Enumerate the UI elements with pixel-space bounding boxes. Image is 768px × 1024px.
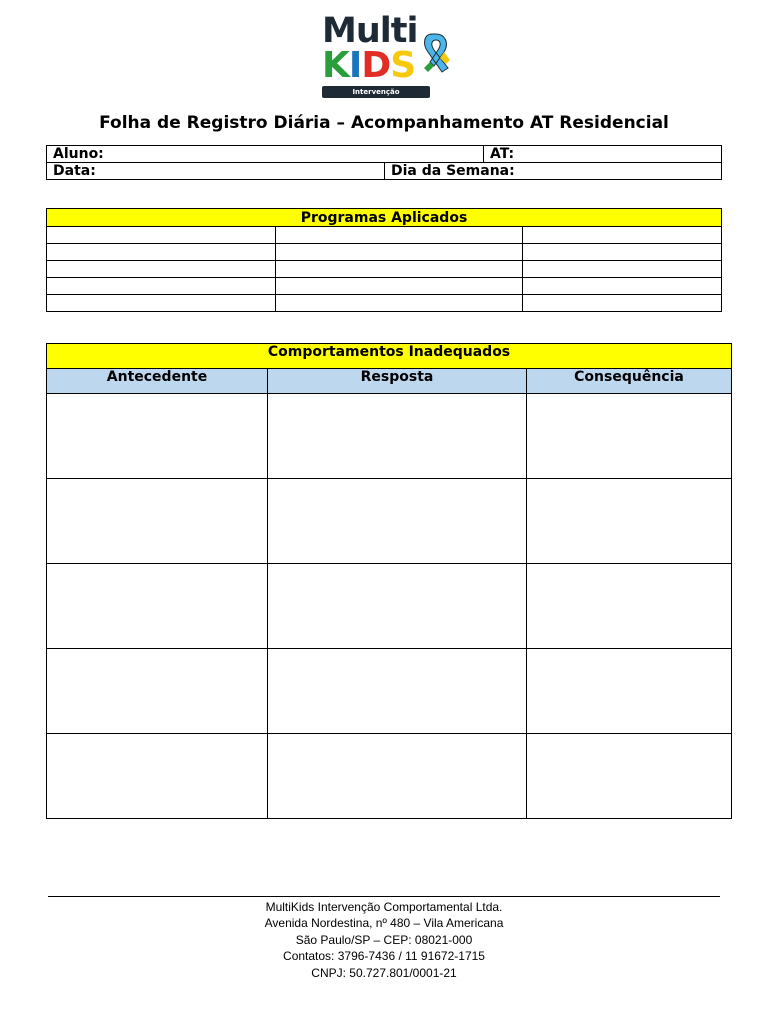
logo-letter-k: K	[322, 45, 349, 86]
column-header-antecedente: Antecedente	[47, 369, 268, 394]
column-header-resposta: Resposta	[268, 369, 527, 394]
table-row	[47, 227, 722, 244]
table-cell[interactable]	[527, 394, 732, 479]
table-cell[interactable]	[47, 261, 276, 278]
footer-contacts: Contatos: 3796-7436 / 11 91672-1715	[283, 949, 485, 964]
table-row	[47, 479, 732, 564]
table-cell[interactable]	[47, 479, 268, 564]
table-cell[interactable]	[47, 244, 276, 261]
table-cell[interactable]	[276, 244, 523, 261]
footer	[0, 899, 768, 981]
logo-wordmark-multi: Multi	[322, 11, 418, 51]
table-cell[interactable]	[47, 564, 268, 649]
footer-address: Avenida Nordestina, nº 480 – Vila Americana	[264, 916, 504, 931]
data-field[interactable]: Data:	[47, 163, 385, 180]
table-cell[interactable]	[47, 227, 276, 244]
table-cell[interactable]	[276, 227, 523, 244]
table-cell[interactable]	[523, 261, 722, 278]
logo-wordmark-kids	[322, 45, 416, 86]
logo-tagline: Intervenção Comportamental	[322, 86, 430, 98]
logo-letter-i: I	[348, 45, 362, 86]
awareness-ribbon-icon	[420, 30, 454, 74]
footer-cnpj: CNPJ: 50.727.801/0001-21	[311, 965, 457, 980]
table-cell[interactable]	[527, 564, 732, 649]
table-row	[47, 564, 732, 649]
column-header-consequencia: Consequência	[527, 369, 732, 394]
table-cell[interactable]	[47, 394, 268, 479]
table-cell[interactable]	[523, 295, 722, 312]
dia-semana-field[interactable]: Dia da Semana:	[385, 163, 722, 180]
table-cell[interactable]	[276, 261, 523, 278]
page-title: Folha de Registro Diária – Acompanhamento AT Residencial	[99, 113, 669, 133]
table-cell[interactable]	[47, 649, 268, 734]
comportamentos-table	[46, 343, 732, 819]
table-row	[47, 394, 732, 479]
comportamentos-header: Comportamentos Inadequados	[47, 344, 732, 369]
footer-divider	[48, 896, 720, 897]
table-row	[47, 278, 722, 295]
table-cell[interactable]	[268, 479, 527, 564]
student-info-table	[46, 145, 722, 180]
footer-company: MultiKids Intervenção Comportamental Ltda.	[265, 900, 503, 914]
table-cell[interactable]	[527, 649, 732, 734]
logo-letter-s: S	[390, 45, 416, 86]
at-field[interactable]: AT:	[484, 146, 722, 163]
table-cell[interactable]	[276, 278, 523, 295]
table-cell[interactable]	[268, 564, 527, 649]
table-cell[interactable]	[523, 278, 722, 295]
table-row	[47, 734, 732, 819]
aluno-field[interactable]: Aluno:	[47, 146, 484, 163]
table-cell[interactable]	[527, 734, 732, 819]
table-cell[interactable]	[276, 295, 523, 312]
table-cell[interactable]	[527, 479, 732, 564]
table-row	[47, 295, 722, 312]
table-cell[interactable]	[523, 244, 722, 261]
footer-city: São Paulo/SP – CEP: 08021-000	[295, 932, 473, 947]
multikids-logo	[318, 11, 458, 108]
table-cell[interactable]	[47, 295, 276, 312]
table-cell[interactable]	[47, 734, 268, 819]
table-cell[interactable]	[523, 227, 722, 244]
programas-header: Programas Aplicados	[47, 209, 722, 227]
programas-table	[46, 208, 722, 312]
table-cell[interactable]	[47, 278, 276, 295]
table-cell[interactable]	[268, 394, 527, 479]
table-row	[47, 261, 722, 278]
logo-letter-d: D	[361, 45, 391, 86]
table-cell[interactable]	[268, 649, 527, 734]
table-row	[47, 244, 722, 261]
table-row	[47, 649, 732, 734]
table-cell[interactable]	[268, 734, 527, 819]
